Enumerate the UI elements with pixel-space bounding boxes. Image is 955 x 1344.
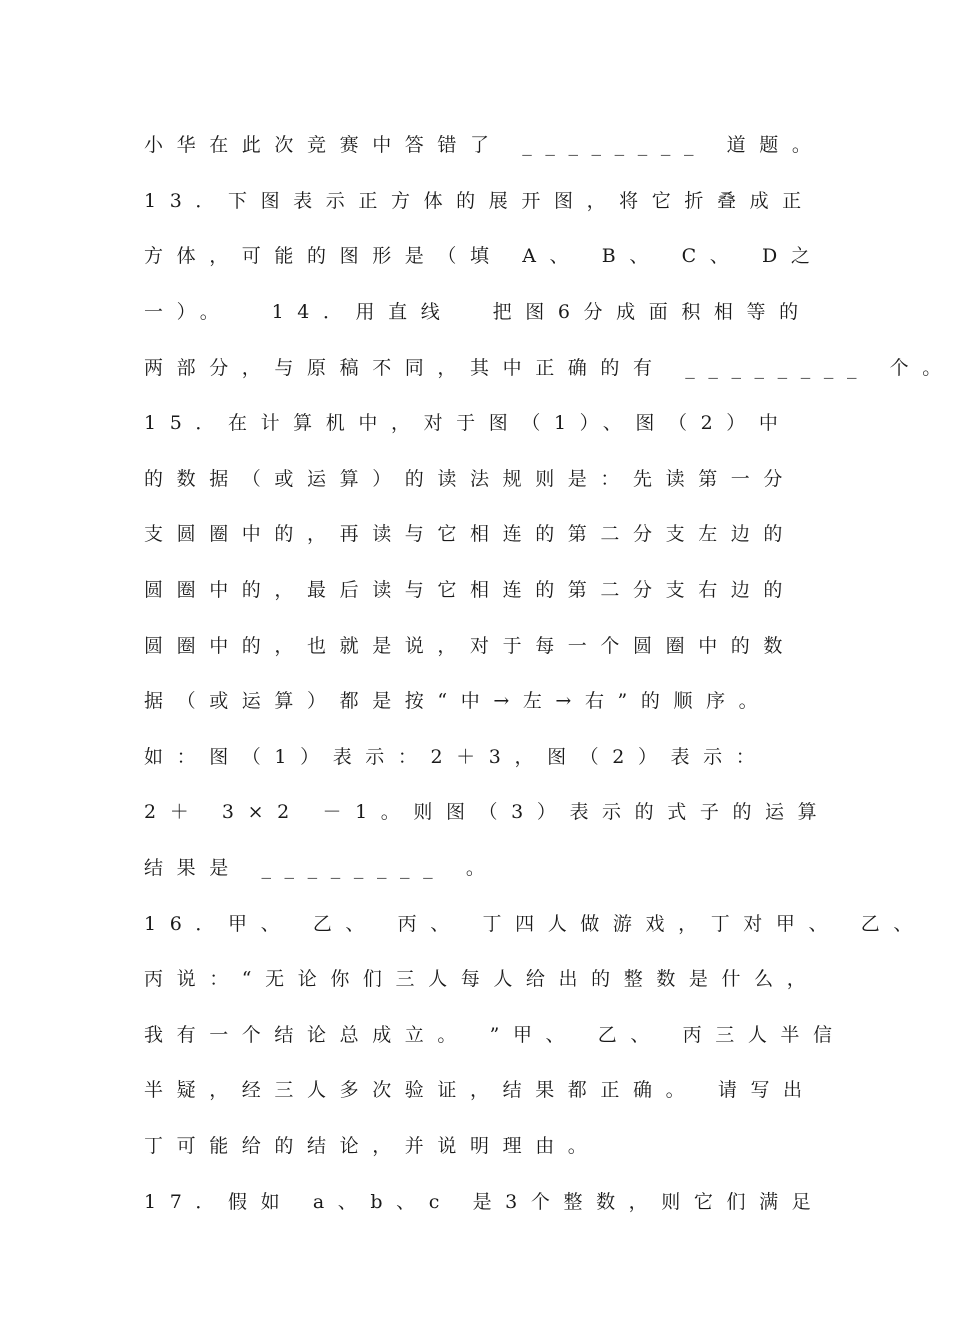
text-line: 17．假如 a、b、c 是3个整数，则它们满足: [144, 1191, 825, 1213]
text-line: 半疑，经三人多次验证，结果都正确。 请写出: [144, 1079, 816, 1101]
text-line: 一）。 14．用直线 把图6分成面积相等的: [144, 301, 812, 323]
text-line: 支圆圈中的，再读与它相连的第二分支左边的: [144, 523, 797, 545]
text-line: 15．在计算机中，对于图（1）、图（2）中: [144, 412, 792, 434]
text-line: 的数据（或运算）的读法规则是：先读第一分: [144, 468, 797, 490]
text-line: 我有一个结论总成立。 ”甲、 乙、 丙三人半信: [144, 1024, 846, 1046]
text-line: 圆圈中的，也就是说，对于每一个圆圈中的数: [144, 635, 797, 657]
text-line: 据（或运算）都是按“中→左→右”的顺序。: [144, 690, 772, 712]
text-line: 圆圈中的，最后读与它相连的第二分支右边的: [144, 579, 797, 601]
text-line: 两部分，与原稿不同，其中正确的有 ________ 个。: [144, 357, 955, 379]
text-line: 如：图（1）表示：2＋3，图（2）表示：: [144, 746, 769, 768]
text-line: 16．甲、 乙、 丙、 丁四人做游戏，丁对甲、 乙、: [144, 913, 926, 935]
text-line: 丙说：“无论你们三人每人给出的整数是什么，: [144, 968, 820, 990]
text-line: 方体，可能的图形是（填 A、 B、 C、 D之: [144, 245, 824, 267]
text-line: 2＋ 3×2 －1。则图（3）表示的式子的运算: [144, 801, 831, 823]
text-line: 13．下图表示正方体的展开图，将它折叠成正: [144, 190, 815, 212]
text-line: 小华在此次竞赛中答错了 ________ 道题。: [144, 134, 825, 156]
text-line: 结果是 ________ 。: [144, 857, 499, 879]
text-line: 丁可能给的结论，并说明理由。: [144, 1135, 601, 1157]
